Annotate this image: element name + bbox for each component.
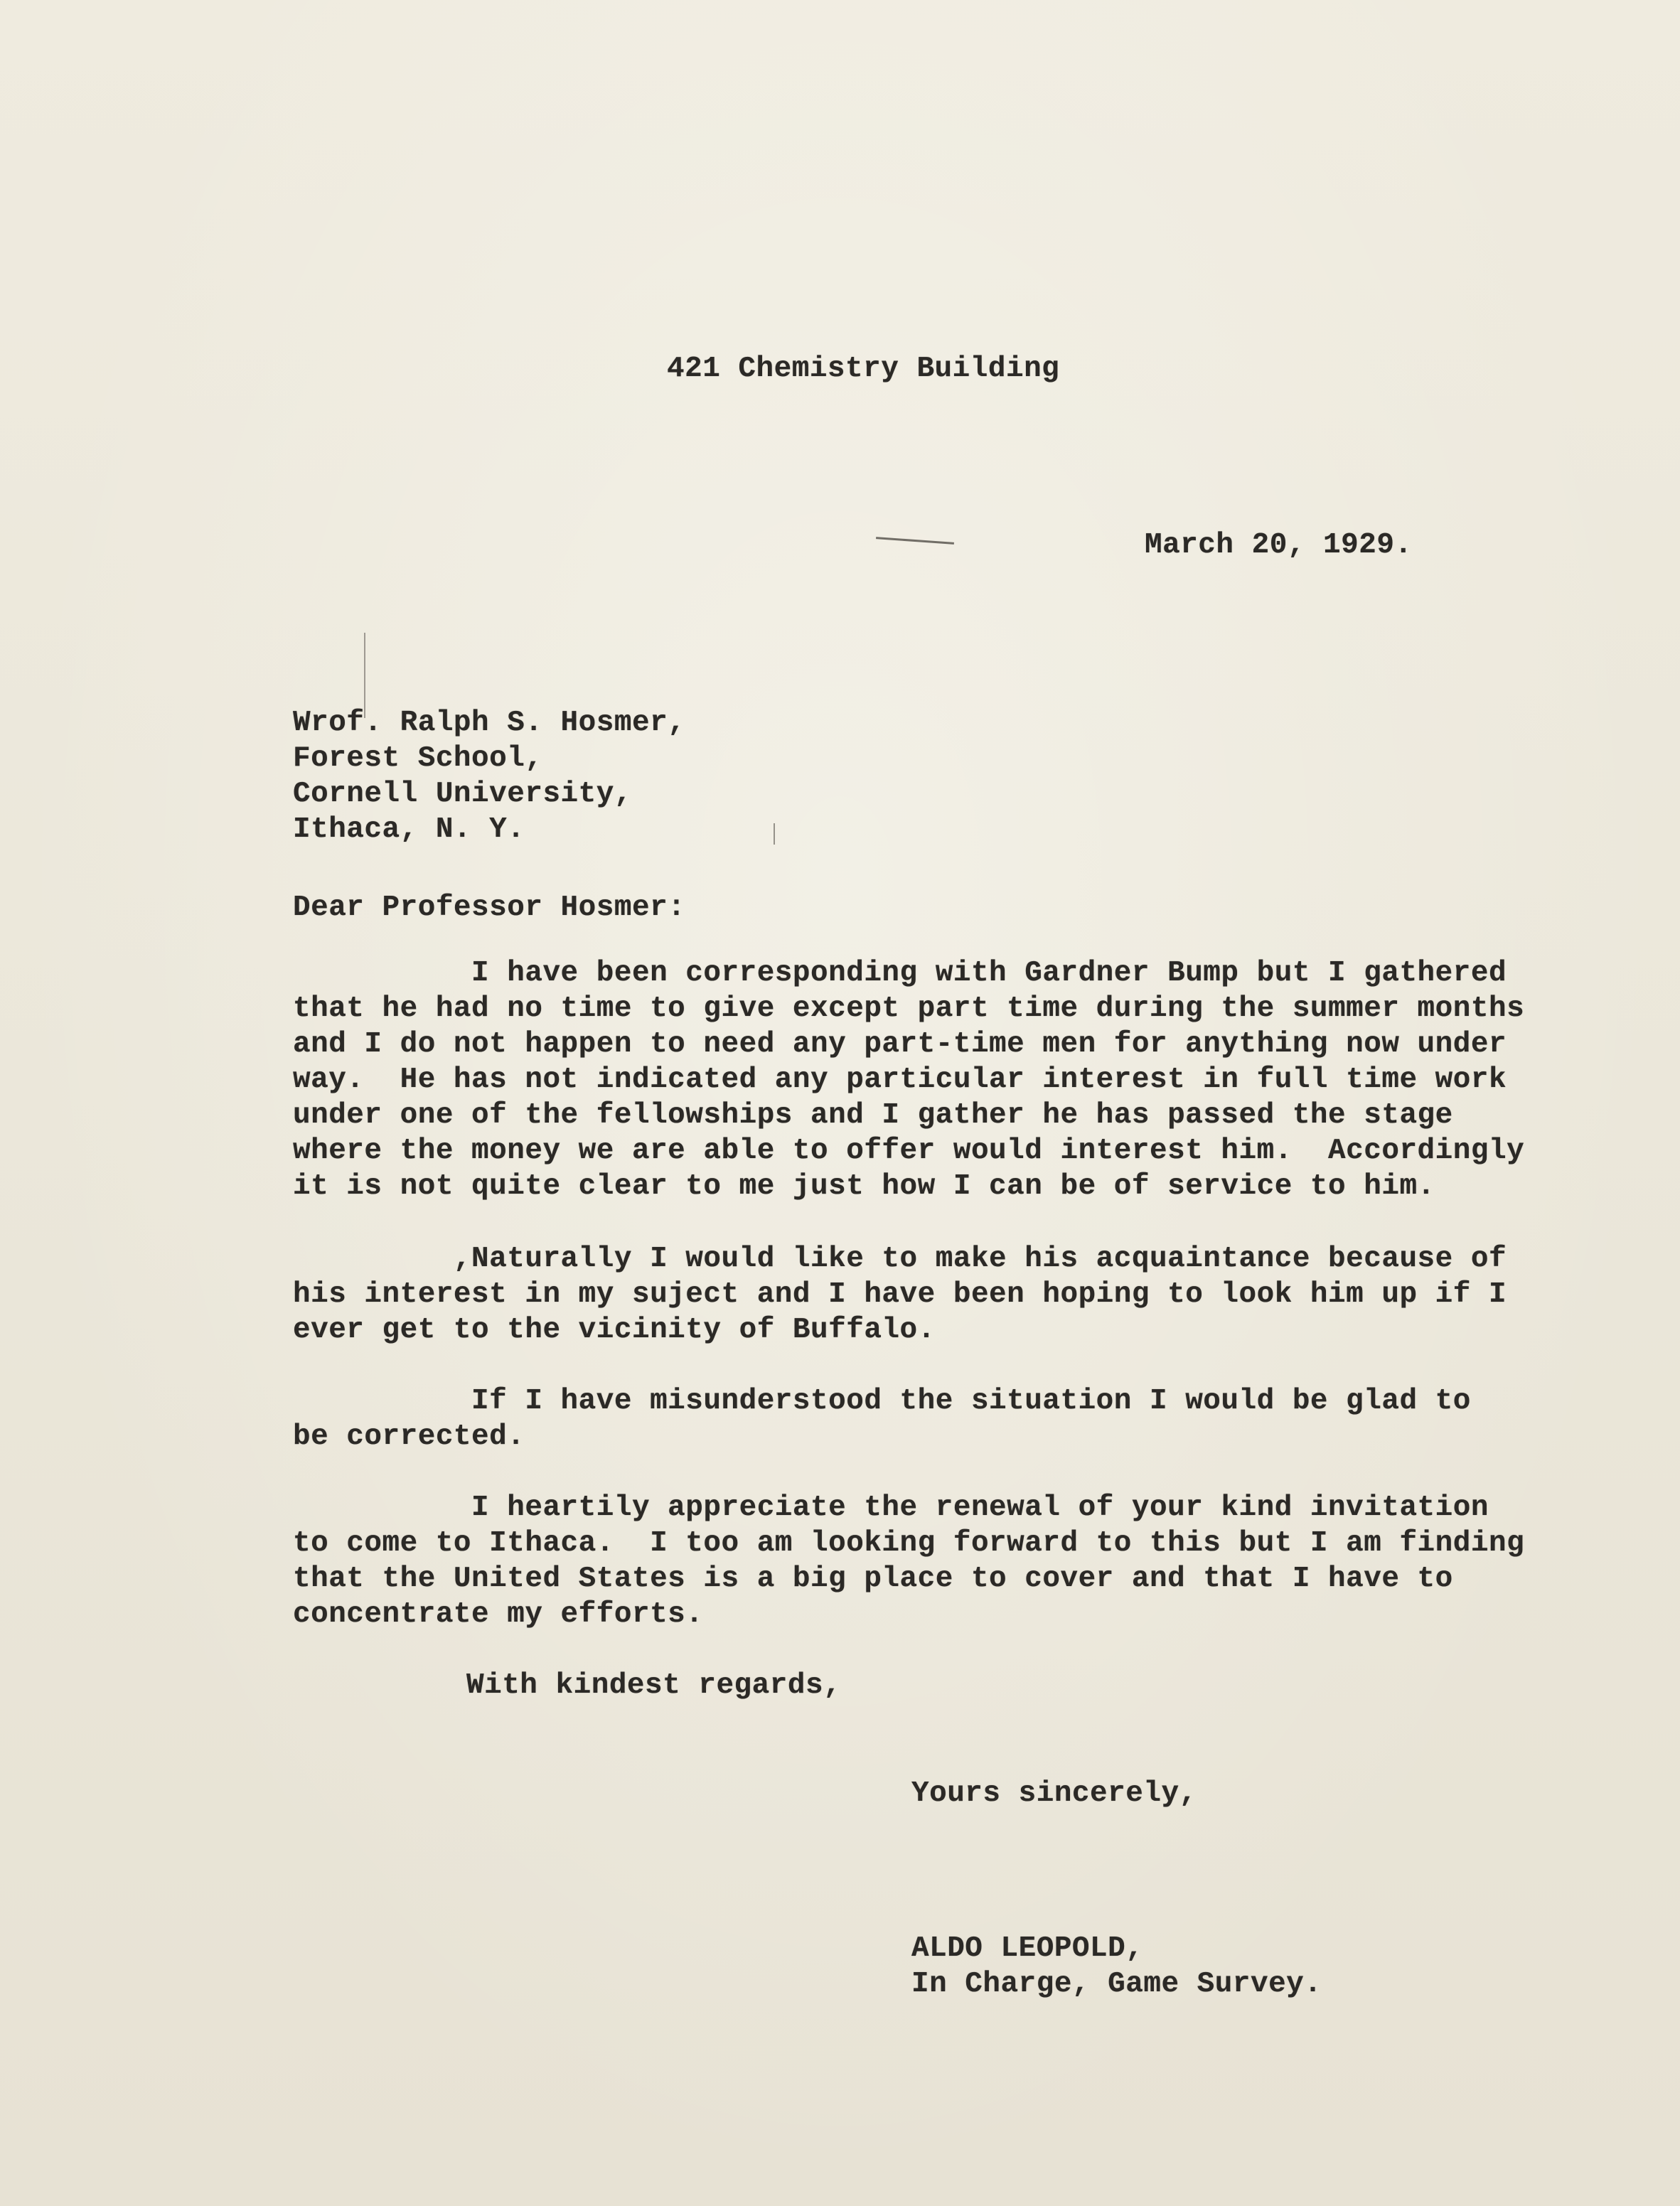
body-paragraph-1 (293, 955, 1544, 1204)
address-line: Forest School, (293, 742, 543, 775)
stray-mark (876, 537, 954, 545)
inside-address (293, 705, 1544, 847)
body-line: that the United States is a big place to cover and that I have to (293, 1563, 1453, 1595)
letterhead-building: 421 Chemistry Building (667, 353, 1060, 385)
address-line: Cornell University, (293, 778, 632, 810)
body-line: be corrected. (293, 1420, 525, 1453)
body-line: and I do not happen to need any part-time men for anything now under (293, 1028, 1507, 1061)
body-paragraph-3 (293, 1383, 1544, 1455)
body-line: under one of the fellowships and I gather he has passed the stage (293, 1099, 1453, 1132)
body-line: ,Naturally I would like to make his acquaintance because of (293, 1243, 1507, 1275)
body-line: that he had no time to give except part time during the summer months (293, 992, 1525, 1025)
signature-title: In Charge, Game Survey. (911, 1968, 1322, 2001)
body-line: I have been corresponding with Gardner Bump but I gathered (293, 957, 1507, 990)
body-paragraph-4 (293, 1490, 1544, 1632)
regards: With kindest regards, (466, 1669, 842, 1702)
closing: Yours sincerely, (911, 1777, 1197, 1810)
body-paragraph-2 (293, 1241, 1544, 1348)
address-line: Wrof. Ralph S. Hosmer, (293, 707, 686, 739)
body-line: his interest in my suject and I have been hoping to look him up if I (293, 1278, 1507, 1311)
body-line: way. He has not indicated any particular interest in full time work (293, 1064, 1507, 1096)
body-line: concentrate my efforts. (293, 1598, 704, 1631)
salutation: Dear Professor Hosmer: (293, 891, 686, 924)
body-line: ever get to the vicinity of Buffalo. (293, 1314, 936, 1346)
body-line: it is not quite clear to me just how I can be of service to him. (293, 1170, 1435, 1203)
body-line: where the money we are able to offer would interest him. Accordingly (293, 1135, 1525, 1167)
body-line: If I have misunderstood the situation I would be glad to (293, 1385, 1471, 1418)
body-line: to come to Ithaca. I too am looking forward to this but I am finding (293, 1527, 1525, 1560)
letter-date: March 20, 1929. (1145, 529, 1413, 562)
address-line: Ithaca, N. Y. (293, 813, 525, 846)
body-line: I heartily appreciate the renewal of your kind invitation (293, 1492, 1489, 1524)
signature-name: ALDO LEOPOLD, (911, 1932, 1144, 1965)
